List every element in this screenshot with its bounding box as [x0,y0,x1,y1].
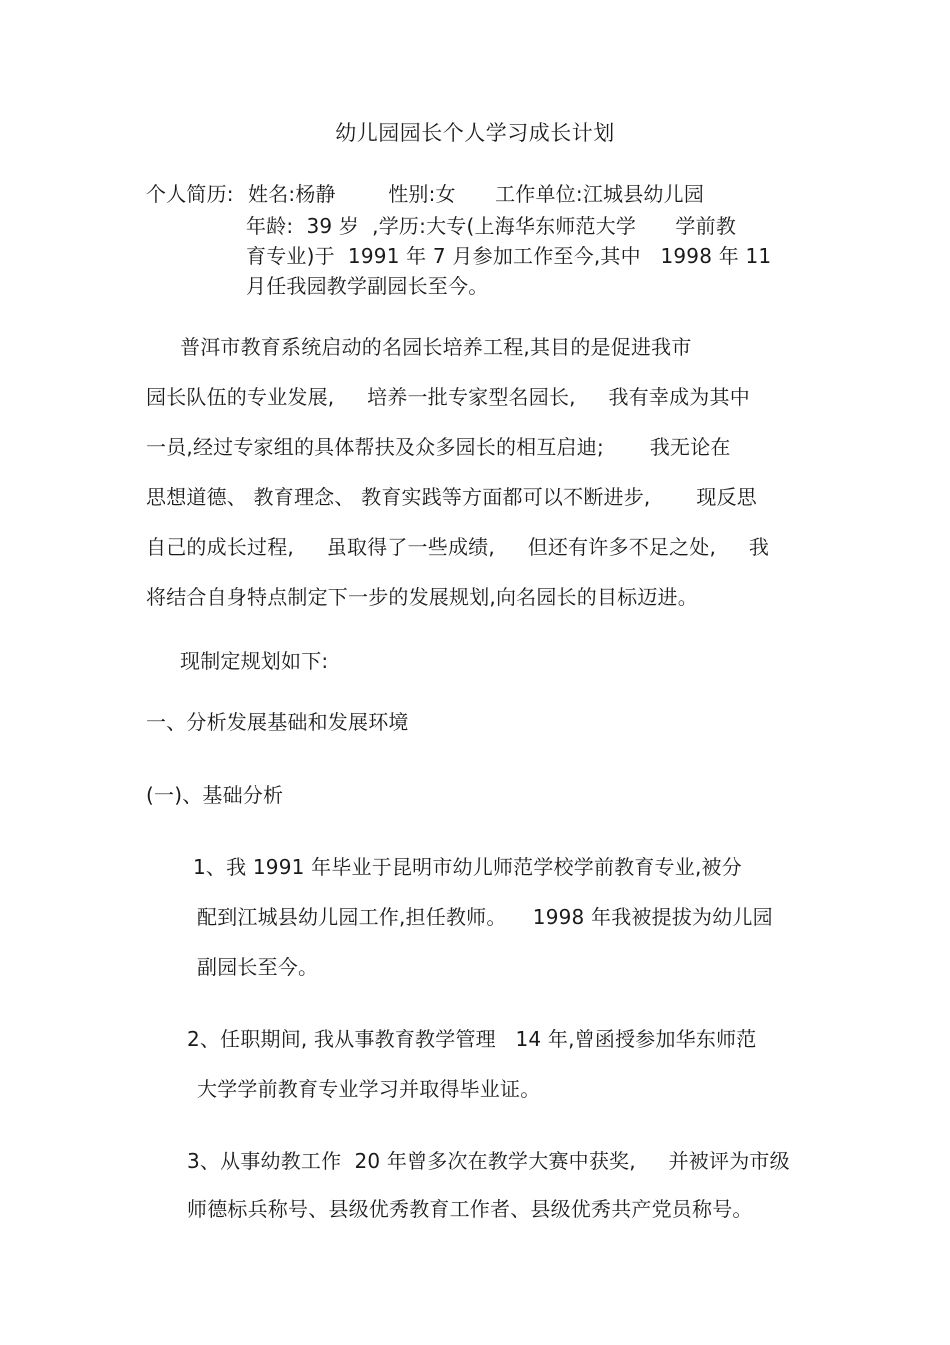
section-heading: 一、分析发展基础和发展环境 [146,710,409,734]
item-line: 2、任职期间, 我从事教育教学管理 14 年,曾函授参加华东师范 [187,1027,757,1051]
item-line: 大学学前教育专业学习并取得毕业证。 [197,1077,541,1101]
item-line: 师德标兵称号、县级优秀教育工作者、县级优秀共产党员称号。 [187,1197,753,1221]
item-line: 配到江城县幼儿园工作,担任教师。 1998 年我被提拔为幼儿园 [197,905,773,929]
subsection-heading: (一)、基础分析 [146,783,284,807]
item-line: 3、从事幼教工作 20 年曾多次在教学大赛中获奖, 并被评为市级 [187,1149,790,1173]
intro-line: 将结合自身特点制定下一步的发展规划,向名园长的目标迈进。 [146,585,698,609]
resume-label: 个人简历: [146,182,234,206]
intro-line: 自己的成长过程, 虽取得了一些成绩, 但还有许多不足之处, 我 [146,535,770,559]
resume-line-4: 月任我园教学副园长至今。 [246,274,489,298]
item-line: 副园长至今。 [197,955,319,979]
intro-line: 园长队伍的专业发展, 培养一批专家型名园长, 我有幸成为其中 [146,385,750,409]
intro-line: 思想道德、 教育理念、 教育实践等方面都可以不断进步, 现反思 [146,485,757,509]
intro-line: 一员,经过专家组的具体帮扶及众多园长的相互启迪; 我无论在 [146,435,731,459]
resume-line-1: 姓名:杨静 性别:女 工作单位:江城县幼儿园 [248,182,705,206]
plan-intro: 现制定规划如下: [180,649,329,673]
intro-line: 普洱市教育系统启动的名园长培养工程,其目的是促进我市 [180,335,692,359]
item-line: 1、我 1991 年毕业于昆明市幼儿师范学校学前教育专业,被分 [193,855,742,879]
document-title: 幼儿园园长个人学习成长计划 [335,121,615,145]
resume-line-3: 育专业)于 1991 年 7 月参加工作至今,其中 1998 年 11 [246,244,772,268]
resume-line-2: 年龄: 39 岁 ,学历:大专(上海华东师范大学 学前教 [246,214,737,238]
